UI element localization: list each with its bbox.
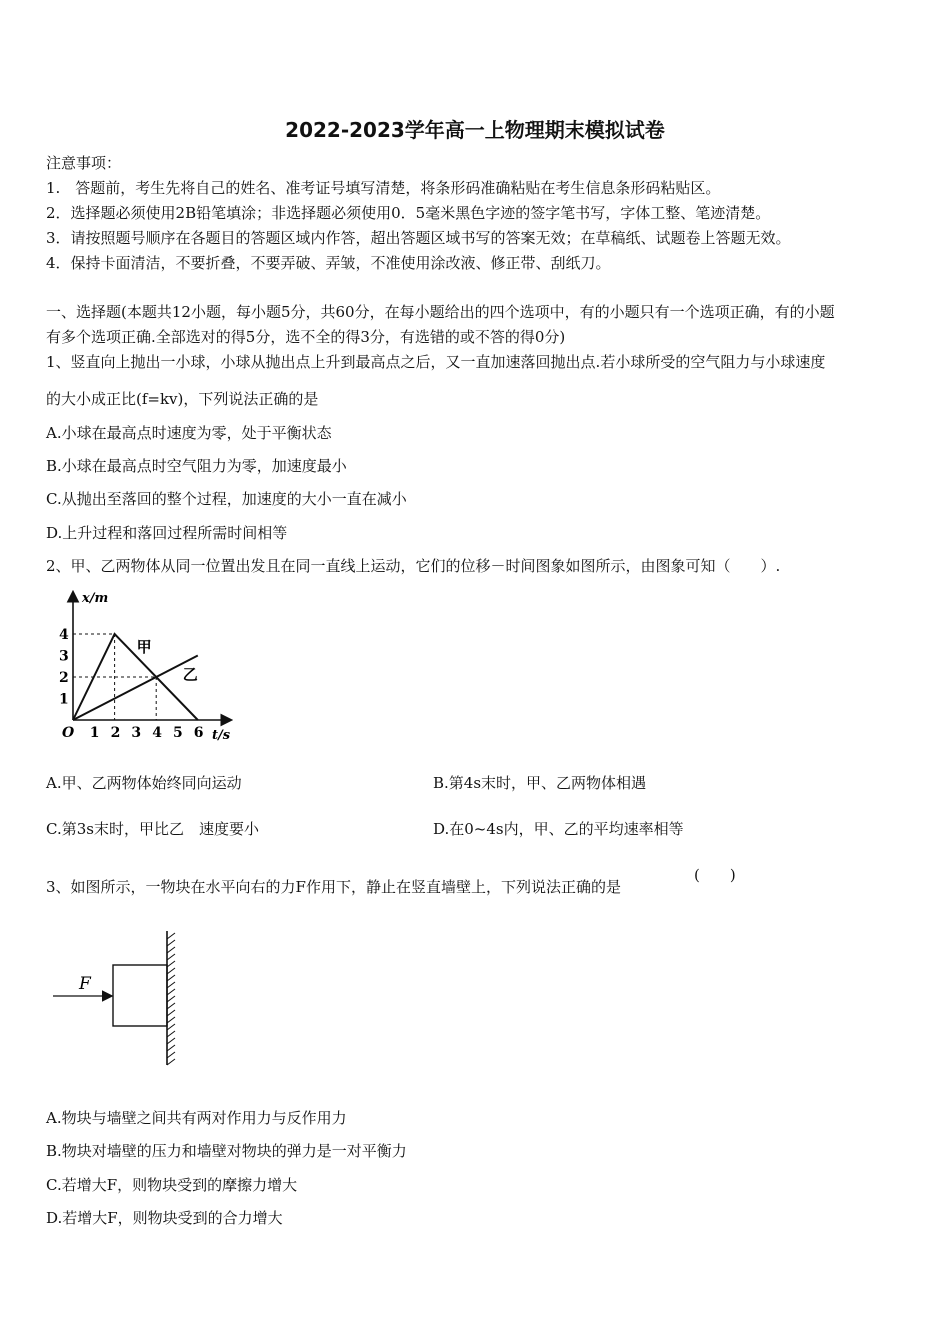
hatch-stroke — [167, 1003, 175, 1009]
hatch-stroke — [167, 996, 175, 1002]
force-label: F — [79, 974, 91, 994]
hatch-stroke — [167, 940, 175, 946]
tick-labels — [59, 627, 204, 741]
hatch-stroke — [167, 975, 175, 981]
hatch-stroke — [167, 1017, 175, 1023]
series-label-yi: 乙 — [182, 665, 198, 684]
x-tick-label: 2 — [110, 725, 121, 741]
q3-option-a: A.物块与墙壁之间共有两对作用力与反作用力 — [46, 1109, 347, 1127]
series-line-yi — [73, 656, 198, 721]
series-label-jia: 甲 — [136, 638, 152, 656]
q2-option-a: A.甲、乙两物体始终同向运动 — [46, 774, 242, 792]
hatch-stroke — [167, 1052, 175, 1058]
q1-option-b: B.小球在最高点时空气阻力为零，加速度最小 — [46, 457, 347, 475]
hatch-stroke — [167, 968, 175, 974]
hatch-stroke — [167, 989, 175, 995]
y-tick-label: 2 — [59, 670, 69, 686]
q2-option-c: C.第3s末时，甲比乙 速度要小 — [46, 820, 259, 838]
notice-item-4: 4．保持卡面清洁，不要折叠，不要弄破、弄皱，不准使用涂改液、修正带、刮纸刀。 — [46, 254, 611, 272]
y-axis-label: x/m — [82, 591, 109, 606]
section-intro-line-2: 有多个选项正确.全部选对的得5分，选不全的得3分，有选错的或不答的得0分) — [46, 328, 566, 346]
hatch-stroke — [167, 982, 175, 988]
page-title: 2022-2023学年高一上物理期末模拟试卷 — [285, 118, 665, 142]
block — [113, 965, 167, 1026]
x-tick-label: 4 — [152, 725, 162, 741]
q1-option-a: A.小球在最高点时速度为零，处于平衡状态 — [46, 424, 332, 442]
q1-option-d: D.上升过程和落回过程所需时间相等 — [46, 524, 288, 542]
hatch-stroke — [167, 947, 175, 953]
q3-option-b: B.物块对墙壁的压力和墙壁对物块的弹力是一对平衡力 — [46, 1142, 407, 1160]
hatch-stroke — [167, 1045, 175, 1051]
x-axis-label: t/s — [212, 728, 231, 743]
x-tick-label: 3 — [131, 725, 142, 741]
q3-answer-paren: ( ) — [694, 866, 736, 884]
q3-option-d: D.若增大F，则物块受到的合力增大 — [46, 1209, 283, 1227]
origin-label: O — [62, 725, 75, 741]
notice-item-2: 2．选择题必须使用2B铅笔填涂；非选择题必须使用0．5毫米黑色字迹的签字笔书写，字体工整、笔迹清楚。 — [46, 204, 771, 222]
q3-option-c: C.若增大F，则物块受到的摩擦力增大 — [46, 1176, 298, 1194]
hatch-stroke — [167, 933, 175, 939]
hatch-stroke — [167, 1038, 175, 1044]
x-tick-label: 5 — [173, 725, 183, 741]
y-tick-label: 1 — [59, 691, 69, 708]
section-intro-line-1: 一、选择题(本题共12小题，每小题5分，共60分，在每小题给出的四个选项中，有的小题只有一个选项正确，有的小题 — [46, 303, 835, 321]
wall-hatching — [167, 933, 175, 1065]
x-tick-label: 1 — [89, 725, 100, 741]
q2-stem: 2、甲、乙两物体从同一位置出发且在同一直线上运动，它们的位移－时间图象如图所示，由图象可知（ ）. — [46, 557, 781, 575]
q3-block-wall-figure — [45, 925, 190, 1070]
hatch-stroke — [167, 1031, 175, 1037]
x-tick-label: 6 — [193, 725, 204, 741]
hatch-stroke — [167, 961, 175, 967]
y-tick-label: 3 — [59, 648, 69, 665]
y-tick-label: 4 — [59, 627, 69, 643]
hatch-stroke — [167, 1059, 175, 1065]
q1-stem-line-2: 的大小成正比(f=kv)，下列说法正确的是 — [46, 390, 319, 408]
notice-item-3: 3．请按照题号顺序在各题目的答题区域内作答，超出答题区域书写的答案无效；在草稿纸、试题卷上答题无效。 — [46, 229, 791, 247]
q2-option-d: D.在0~4s内，甲、乙的平均速率相等 — [433, 820, 684, 838]
hatch-stroke — [167, 1024, 175, 1030]
q3-stem: 3、如图所示，一物块在水平向右的力F作用下，静止在竖直墙壁上，下列说法正确的是 — [46, 878, 621, 896]
q2-xt-graph — [40, 585, 250, 750]
q1-option-c: C.从抛出至落回的整个过程，加速度的大小一直在减小 — [46, 490, 407, 508]
q1-stem-line-1: 1、竖直向上抛出一小球，小球从抛出点上升到最高点之后，又一直加速落回抛出点.若小球所受的空气阻力与小球速度 — [46, 353, 826, 371]
q2-option-b: B.第4s末时，甲、乙两物体相遇 — [433, 774, 647, 792]
hatch-stroke — [167, 1010, 175, 1016]
notice-item-1: 1. 答题前，考生先将自己的姓名、准考证号填写清楚，将条形码准确粘贴在考生信息条形码粘贴区。 — [46, 179, 721, 197]
hatch-stroke — [167, 954, 175, 960]
notice-heading: 注意事项： — [46, 154, 122, 172]
